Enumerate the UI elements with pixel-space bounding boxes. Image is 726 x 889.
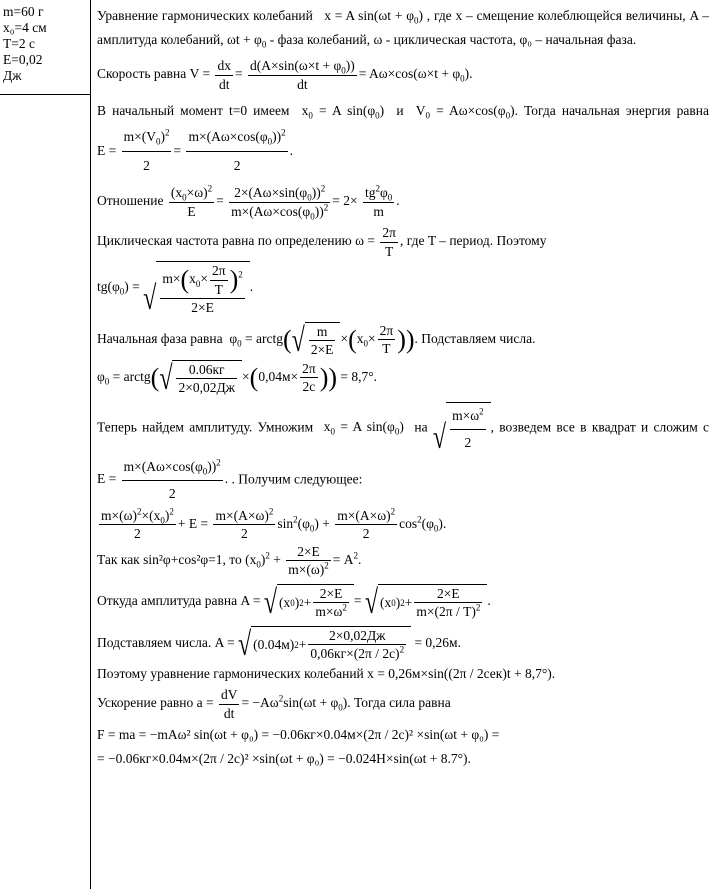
para-velocity: Скорость равна V = $\frac{dx}{dt}$ = $\frac{d(A\times\sin(\omega\times t + \varphi_0))}{dt}$ = $A\omega\times\cos(\omega\times t + \varphi_0)$. (97, 58, 473, 92)
para-initial: В начальный момент t=0 имеем $x_0 = A$ $\sin(\varphi_0)$ и $V_0 = A\omega\times\cos(\varphi_0)$. Тогда начальная энергия равна E = $\frac{m\times(V_0)^2}{2}$ = $\frac{m\times(A\omega\times\cos(\varphi_0))^2}{2}$ . (97, 103, 709, 174)
force-line-2: = −0.06кг×0.04м×(2π / 2c)² ×sin(ωt + φ₀) = −0.024H×sin(ωt + 8.7°). (97, 750, 471, 766)
para-frequency: Циклическая частота равна по определению ω = $\frac{2\pi}{T}$ , где T – период. Поэтому (97, 225, 547, 259)
force-line-1: F = ma = −mAω² sin(ωt + φ₀) = −0.06кг×0.04м×(2π / 2c)² ×sin(ωt + φ₀) = (97, 727, 500, 743)
para-amplitude-formula: Откуда амплитуда равна A = √ (x 0 ) 2 + $\frac{2\times E}{m\times\omega^2}$ = √ (x 0 ) 2 + $\frac{2\times E}{m\times(2\pi / T)^2}$ . (97, 584, 491, 622)
formula-phase-numbers: $\varphi_0$ = arctg( √ $\frac{0.06кг}{2\times 0,02Дж}$ ×(0,04м× $\frac{2\pi}{2c}$ )) = 8,7°. (97, 360, 378, 398)
para-phase: Начальная фаза равна $\varphi_0$ = arctg( √ $\frac{m}{2\times E}$ $\times(x_0\times$ $\frac{2\pi}{T}$ )). Подставляем числа. (97, 322, 536, 360)
formula-tg: $tg(\varphi_0)$ = √ $m\times(x_0\times$ $\frac{2\pi}{T}$ )$^2$ 2×E . (97, 263, 254, 318)
para-amplitude-intro: Теперь найдем амплитуду. Умножим $x_0 = A$ $\sin(\varphi_0)$ на √ $\frac{m\times\omega^2}{2}$ , возведем все в квадрат и сложим с E = $\frac{m\times(A\omega\times\cos(\varphi_0))^2}{2}$ . . Получим следующее: (97, 402, 709, 506)
given-mass: m=60 г (3, 4, 44, 19)
para-acceleration: Ускорение равно a = $\frac{dV}{dt}$ = $-A\omega^2\sin(\omega t + \varphi_0)$. Тогда сила равна (97, 687, 451, 721)
para-identity: Так как sin²φ+cos²φ=1, то $(x_0)^2$ + $\frac{2\times E}{m\times(\omega)^2}$ = $A^2$. (97, 543, 362, 578)
formula-sum: $\frac{m\times(\omega)^2\times(x_0)^2}{2}$ + E = $\frac{m\times(A\times\omega)^2}{2}$ $\sin^2(\varphi_0)$ + $\frac{m\times(A\times\omega)^2}{2}$ $\cos^2(\varphi_0)$. (101, 506, 447, 542)
given-period: T=2 с (3, 36, 35, 51)
given-x0: x₀=4 см (3, 20, 47, 35)
phase-result: = 8,7°. (340, 368, 378, 384)
given-data (3, 4, 89, 84)
para-amplitude-numbers: Подставляем числа. A = √ (0.04м) 2 + $\frac{2\times 0,02Дж}{0,06кг\times(2\pi / 2c)^2}$ = 0,26м. (97, 626, 461, 664)
given-divider (0, 94, 90, 95)
solution (97, 4, 709, 766)
final-equation: x = 0,26м×sin((2π / 2сек)t + 8,7°) (367, 665, 552, 681)
para-final-equation: Поэтому уравнение гармонических колебаний x = 0,26м×sin((2π / 2сек)t + 8,7°). (97, 665, 556, 681)
para-equation: Уравнение гармонических колебаний x = A $\sin(\omega t + \varphi_0)$ , где x – смещение колеблющейся величины, A – амплитуда колебаний, $\omega t + \varphi_0$ - фаза колебаний, ω - циклическая частота, φ₀ – начальная фаза. (97, 8, 709, 50)
given-energy: E=0,02 (3, 52, 43, 67)
amplitude-result: = 0,26м (414, 634, 458, 650)
column-divider (90, 0, 91, 889)
given-energy-unit: Дж (3, 68, 22, 83)
para-ratio: Отношение $\frac{(x_0\times\omega)^2}{E}$ = $\frac{2\times(A\omega\times\sin(\varphi_0))^2}{m\times(A\omega\times\cos(\varphi_0))^2}$ = 2× $\frac{tg^2\varphi_0}{m}$ . (97, 183, 400, 222)
